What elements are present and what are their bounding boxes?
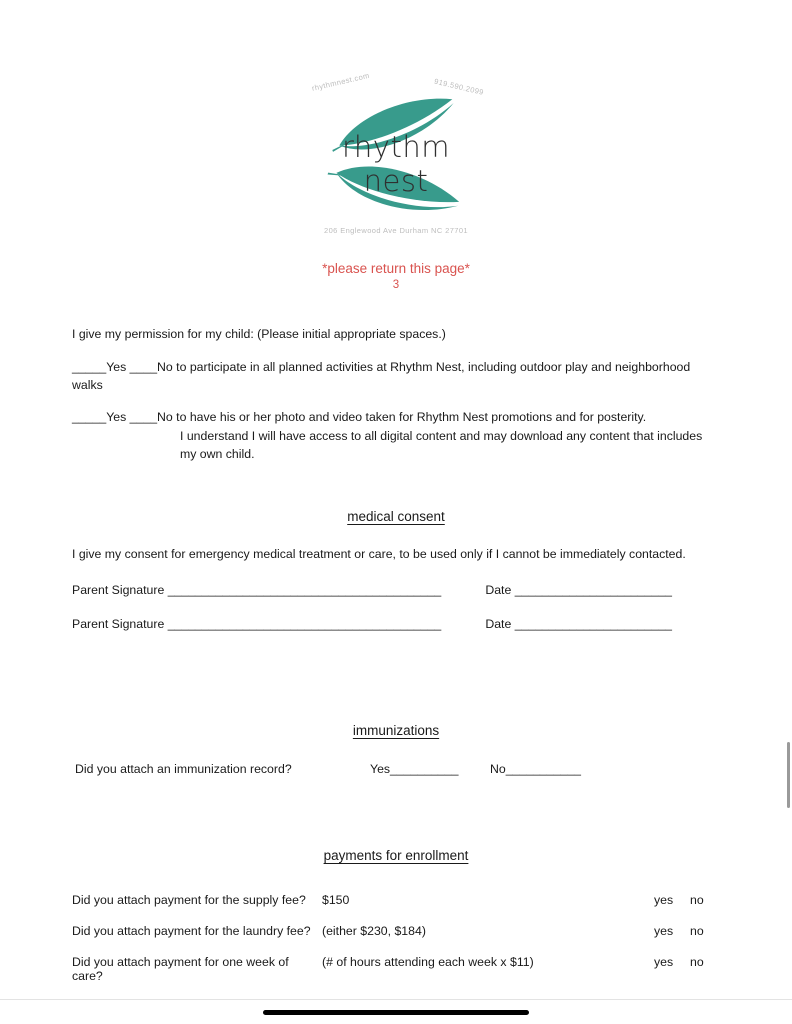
permission-intro: I give my permission for my child: (Please initial appropriate spaces.) [72,327,446,341]
bottom-bar [0,999,792,1024]
page-number: 3 [392,279,400,291]
permission-photo-note-text: I understand I will have access to all digital content and may download any content that includes my own child. [180,429,703,462]
payment-row [72,924,720,938]
payment-amount: (either $230, $184) [322,923,426,938]
payments-heading: payments for enrollment [323,847,469,863]
payment-amount: (# of hours attending each week x $11) [322,954,534,969]
immunization-no-blank[interactable]: No___________ [490,761,581,776]
payment-yes-option[interactable]: yes [654,954,674,969]
permission-item-photo: _____Yes ____No to have his or her photo and video taken for Rhythm Nest promotions and for posterity. [72,410,647,425]
immunization-question: Did you attach an immunization record? [75,761,292,776]
immunizations-heading: immunizations [352,722,440,738]
return-page-notice: *please return this page* [322,261,470,276]
logo-address: 206 Englewood Ave Durham NC 27701 [324,226,468,235]
payment-yes-option[interactable]: yes [654,892,674,907]
vertical-scrollbar[interactable] [787,742,790,808]
signature-date-label-1[interactable]: Date _______________________ [485,582,672,597]
logo-website: rhythmnest.com [310,70,371,93]
parent-signature-row-2 [72,617,720,631]
parent-signature-label-1[interactable]: Parent Signature ________________________________________ [72,582,442,597]
brand-name: rhythm nest [342,130,450,198]
payment-no-option[interactable]: no [690,923,704,938]
payment-amount: $150 [322,892,350,907]
parent-signature-label-2[interactable]: Parent Signature ________________________________________ [72,616,442,631]
payment-no-option[interactable]: no [690,892,704,907]
document-body [72,326,720,1000]
signature-date-label-2[interactable]: Date _______________________ [485,616,672,631]
logo-phone: 919.590.2099 [433,76,486,97]
medical-consent-text: I give my consent for emergency medical treatment or care, to be used only if I cannot be immediately contacted. [72,546,686,561]
logo-block [0,70,792,243]
payment-row [72,893,720,907]
medical-consent-heading: medical consent [347,508,445,524]
immunization-yes-blank[interactable]: Yes__________ [370,761,459,776]
immunization-question-row [72,762,720,776]
payment-row [72,955,720,983]
payment-question: Did you attach payment for one week of care? [72,954,289,983]
payment-question: Did you attach payment for the supply fee? [72,892,306,907]
payment-question: Did you attach payment for the laundry fee? [72,923,311,938]
payment-no-option[interactable]: no [690,954,704,969]
permission-item-activities: _____Yes ____No to participate in all planned activities at Rhythm Nest, including outdoor play and neighborhood walks [72,359,691,392]
payment-yes-option[interactable]: yes [654,923,674,938]
logo [306,70,486,238]
permission-item-photo-note [72,428,720,464]
parent-signature-row-1 [72,583,720,597]
home-indicator[interactable] [263,1010,529,1015]
